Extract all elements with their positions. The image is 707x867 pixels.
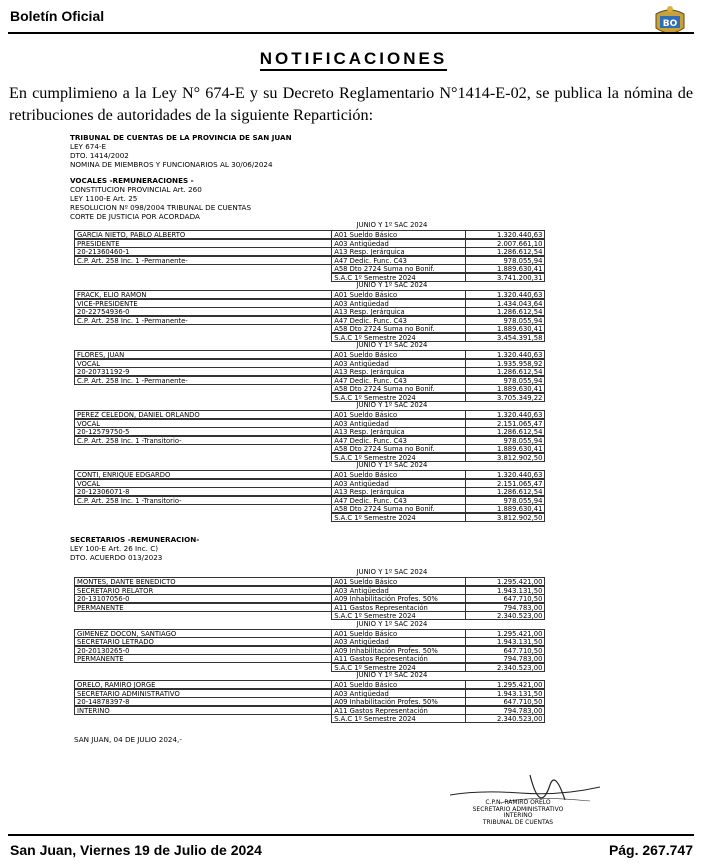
concept-cell: A58 Dto 2724 Suma no Bonif. bbox=[331, 384, 466, 393]
employee-info-cell: C.P. Art. 258 Inc. 1 -Permanente- bbox=[74, 256, 332, 265]
doc-head-line: TRIBUNAL DE CUENTAS DE LA PROVINCIA DE SAN JUAN bbox=[70, 133, 292, 142]
concept-cell: A47 Dedic. Func. C43 bbox=[331, 316, 466, 325]
employee-info-cell: PERMANENTE bbox=[74, 654, 332, 663]
table-row bbox=[74, 290, 567, 299]
concept-cell: A09 Inhabilitación Profes. 50% bbox=[331, 697, 466, 706]
amount-cell: 647.710,50 bbox=[465, 646, 545, 655]
employee-info-cell: VICE-PRESIDENTE bbox=[74, 299, 332, 308]
table-row bbox=[74, 487, 567, 496]
concept-cell: A01 Sueldo Básico bbox=[331, 470, 466, 479]
table-row bbox=[74, 453, 567, 462]
concept-cell: S.A.C 1º Semestre 2024 bbox=[331, 611, 466, 620]
period-label: JUNIO Y 1º SAC 2024 bbox=[356, 568, 428, 576]
vocales-head-line: RESOLUCION Nº 098/2004 TRIBUNAL DE CUENTAS bbox=[70, 203, 252, 212]
period-label: JUNIO Y 1º SAC 2024 bbox=[356, 619, 428, 628]
employee-info-cell bbox=[74, 611, 332, 620]
table-row bbox=[74, 646, 567, 655]
bulletin-logo bbox=[652, 2, 688, 40]
employee-info-cell: C.P. Art. 258 Inc. 1 -Permanente- bbox=[74, 376, 332, 385]
amount-cell: 1.889.630,41 bbox=[465, 384, 545, 393]
vocales-table bbox=[70, 221, 618, 521]
table-row bbox=[74, 359, 567, 368]
amount-cell: 2.007.661,10 bbox=[465, 239, 545, 248]
concept-cell: A03 Antigüedad bbox=[331, 637, 466, 646]
amount-cell: 1.889.630,41 bbox=[465, 504, 545, 513]
employee-info-cell: C.P. Art. 258 Inc. 1 -Transitorio- bbox=[74, 496, 332, 505]
employee-info-cell: GIMENEZ DOCON, SANTIAGO bbox=[74, 629, 332, 638]
table-row bbox=[74, 384, 567, 393]
table-row bbox=[74, 697, 567, 706]
amount-cell: 3.705.349,22 bbox=[465, 393, 545, 402]
secretarios-table bbox=[70, 568, 618, 723]
person-block bbox=[74, 281, 567, 341]
employee-info-cell: SECRETARIO LETRADO bbox=[74, 637, 332, 646]
table-row bbox=[74, 230, 567, 239]
amount-cell: 3.812.902,50 bbox=[465, 513, 545, 522]
person-block bbox=[74, 461, 567, 521]
employee-info-cell: INTERINO bbox=[74, 706, 332, 715]
employee-info-cell: 20-20130265-0 bbox=[74, 646, 332, 655]
employee-info-cell: CONTI, ENRIQUE EDGARDO bbox=[74, 470, 332, 479]
amount-cell: 794.783,00 bbox=[465, 603, 545, 612]
amount-cell: 794.783,00 bbox=[465, 654, 545, 663]
signature-text bbox=[458, 800, 578, 826]
amount-cell: 1.286.612,54 bbox=[465, 427, 545, 436]
table-row bbox=[74, 654, 567, 663]
employee-info-cell bbox=[74, 393, 332, 402]
concept-cell: A13 Resp. Jerárquica bbox=[331, 367, 466, 376]
amount-cell: 1.943.131,50 bbox=[465, 586, 545, 595]
employee-info-cell: VOCAL bbox=[74, 359, 332, 368]
amount-cell: 1.943.131,50 bbox=[465, 637, 545, 646]
amount-cell: 2.340.523,00 bbox=[465, 611, 545, 620]
table-row bbox=[74, 444, 567, 453]
signature-line: INTERINO bbox=[503, 812, 533, 819]
table-row bbox=[74, 496, 567, 505]
concept-cell: A03 Antigüedad bbox=[331, 586, 466, 595]
employee-info-cell: 20-20731192-9 bbox=[74, 367, 332, 376]
period-label: JUNIO Y 1º SAC 2024 bbox=[356, 461, 428, 469]
section-title: NOTIFICACIONES bbox=[0, 49, 707, 69]
period-label: JUNIO Y 1º SAC 2024 bbox=[356, 401, 428, 409]
employee-info-cell: PEREZ CELEDON, DANIEL ORLANDO bbox=[74, 410, 332, 419]
concept-cell: A47 Dedic. Func. C43 bbox=[331, 376, 466, 385]
table-row bbox=[74, 504, 567, 513]
concept-cell: A13 Resp. Jerárquica bbox=[331, 307, 466, 316]
table-row bbox=[74, 239, 567, 248]
concept-cell: A47 Dedic. Func. C43 bbox=[331, 436, 466, 445]
concept-cell: A47 Dedic. Func. C43 bbox=[331, 256, 466, 265]
period-label: JUNIO Y 1º SAC 2024 bbox=[356, 341, 428, 349]
amount-cell: 1.286.612,54 bbox=[465, 307, 545, 316]
amount-cell: 1.935.958,92 bbox=[465, 359, 545, 368]
amount-cell: 1.889.630,41 bbox=[465, 264, 545, 273]
amount-cell: 1.286.612,54 bbox=[465, 247, 545, 256]
table-row bbox=[74, 393, 567, 402]
employee-info-cell bbox=[74, 333, 332, 342]
concept-cell: A01 Sueldo Básico bbox=[331, 290, 466, 299]
concept-cell: A13 Resp. Jerárquica bbox=[331, 427, 466, 436]
employee-info-cell bbox=[74, 513, 332, 522]
concept-cell: A03 Antigüedad bbox=[331, 299, 466, 308]
vocales-head-line: LEY 1100-E Art. 25 bbox=[70, 194, 138, 203]
amount-cell: 1.295.421,00 bbox=[465, 577, 545, 586]
amount-cell: 2.151.065,47 bbox=[465, 419, 545, 428]
doc-head-line: NOMINA DE MIEMBROS Y FUNCIONARIOS AL 30/06/2024 bbox=[70, 160, 273, 169]
vocales-heading: VOCALES -REMUNERACIONES - bbox=[70, 176, 194, 185]
concept-cell: S.A.C 1º Semestre 2024 bbox=[331, 663, 466, 672]
amount-cell: 2.151.065,47 bbox=[465, 479, 545, 488]
table-row bbox=[74, 603, 567, 612]
employee-info-cell: 20-13107056-0 bbox=[74, 594, 332, 603]
person-block bbox=[74, 671, 567, 723]
concept-cell: A01 Sueldo Básico bbox=[331, 577, 466, 586]
period-label: JUNIO Y 1º SAC 2024 bbox=[356, 281, 428, 289]
employee-info-cell: SECRETARIO RELATOR bbox=[74, 586, 332, 595]
employee-info-cell: C.P. Art. 258 Inc. 1 -Transitorio- bbox=[74, 436, 332, 445]
concept-cell: A13 Resp. Jerárquica bbox=[331, 247, 466, 256]
concept-cell: A58 Dto 2724 Suma no Bonif. bbox=[331, 324, 466, 333]
table-row bbox=[74, 714, 567, 723]
amount-cell: 978.055,94 bbox=[465, 496, 545, 505]
table-row bbox=[74, 324, 567, 333]
table-row bbox=[74, 611, 567, 620]
amount-cell: 3.454.391,58 bbox=[465, 333, 545, 342]
table-row bbox=[74, 350, 567, 359]
concept-cell: A09 Inhabilitación Profes. 50% bbox=[331, 646, 466, 655]
table-row bbox=[74, 376, 567, 385]
person-block bbox=[74, 221, 567, 281]
intro-paragraph: En cumplimieno a la Ley N° 674-E y su Decreto Reglamentario N°1414-E-02, se publica la nómina de retribuciones de autoridades de la siguiente Repartición: bbox=[9, 84, 693, 124]
employee-info-cell: 20-12579750-5 bbox=[74, 427, 332, 436]
signature-line: SECRETARIO ADMINISTRATIVO bbox=[472, 805, 564, 813]
employee-info-cell: PRESIDENTE bbox=[74, 239, 332, 248]
table-row bbox=[74, 316, 567, 325]
employee-info-cell: VOCAL bbox=[74, 419, 332, 428]
amount-cell: 647.710,50 bbox=[465, 697, 545, 706]
table-row bbox=[74, 273, 567, 282]
person-block bbox=[74, 341, 567, 401]
doc-head-line: DTO. 1414/2002 bbox=[70, 151, 129, 160]
concept-cell: A03 Antigüedad bbox=[331, 419, 466, 428]
concept-cell: S.A.C 1º Semestre 2024 bbox=[331, 714, 466, 723]
concept-cell: A11 Gastos Representación bbox=[331, 654, 466, 663]
table-row bbox=[74, 637, 567, 646]
amount-cell: 978.055,94 bbox=[465, 256, 545, 265]
concept-cell: A01 Sueldo Básico bbox=[331, 410, 466, 419]
table-row bbox=[74, 577, 567, 586]
amount-cell: 1.320.440,63 bbox=[465, 350, 545, 359]
person-block bbox=[74, 401, 567, 461]
amount-cell: 1.434.043,64 bbox=[465, 299, 545, 308]
doc-head-line: LEY 674-E bbox=[70, 142, 107, 151]
employee-info-cell: MONTES, DANTE BENEDICTO bbox=[74, 577, 332, 586]
employee-info-cell: 20-22754936-0 bbox=[74, 307, 332, 316]
concept-cell: A47 Dedic. Func. C43 bbox=[331, 496, 466, 505]
table-row bbox=[74, 663, 567, 672]
concept-cell: S.A.C 1º Semestre 2024 bbox=[331, 453, 466, 462]
table-row bbox=[74, 689, 567, 698]
amount-cell: 1.286.612,54 bbox=[465, 487, 545, 496]
amount-cell: 978.055,94 bbox=[465, 376, 545, 385]
concept-cell: A01 Sueldo Básico bbox=[331, 680, 466, 689]
employee-info-cell: 20-14878397-8 bbox=[74, 697, 332, 706]
amount-cell: 1.320.440,63 bbox=[465, 410, 545, 419]
employee-info-cell bbox=[74, 453, 332, 462]
employee-info-cell: 20-21360460-1 bbox=[74, 247, 332, 256]
signature-line: C.P.N. RAMIRO ORELO bbox=[485, 799, 551, 806]
amount-cell: 2.340.523,00 bbox=[465, 714, 545, 723]
table-row bbox=[74, 247, 567, 256]
employee-info-cell: C.P. Art. 258 Inc. 1 -Permanente- bbox=[74, 316, 332, 325]
amount-cell: 1.295.421,00 bbox=[465, 680, 545, 689]
amount-cell: 1.889.630,41 bbox=[465, 444, 545, 453]
footer-date: San Juan, Viernes 19 de Julio de 2024 bbox=[10, 842, 262, 858]
vocales-head-line: CORTE DE JUSTICIA POR ACORDADA bbox=[70, 212, 200, 221]
amount-cell: 1.889.630,41 bbox=[465, 324, 545, 333]
person-block bbox=[74, 620, 567, 672]
remuneration-document bbox=[70, 133, 618, 745]
table-row bbox=[74, 264, 567, 273]
amount-cell: 978.055,94 bbox=[465, 316, 545, 325]
employee-info-cell: ORELO, RAMIRO JORGE bbox=[74, 680, 332, 689]
period-label: JUNIO Y 1º SAC 2024 bbox=[356, 671, 428, 679]
concept-cell: A11 Gastos Representación bbox=[331, 706, 466, 715]
footer-divider bbox=[8, 834, 694, 836]
concept-cell: A03 Antigüedad bbox=[331, 689, 466, 698]
employee-info-cell: GARCIA NIETO, PABLO ALBERTO bbox=[74, 230, 332, 239]
secretarios-head-line: LEY 100-E Art. 26 Inc. C) bbox=[70, 544, 159, 553]
amount-cell: 1.286.612,54 bbox=[465, 367, 545, 376]
concept-cell: A01 Sueldo Básico bbox=[331, 629, 466, 638]
concept-cell: S.A.C 1º Semestre 2024 bbox=[331, 393, 466, 402]
concept-cell: A58 Dto 2724 Suma no Bonif. bbox=[331, 264, 466, 273]
footer-page-number: Pág. 267.747 bbox=[608, 842, 693, 858]
concept-cell: A01 Sueldo Básico bbox=[331, 230, 466, 239]
header-divider bbox=[8, 32, 694, 34]
employee-info-cell: FRACK, ELIO RAMON bbox=[74, 290, 332, 299]
bulletin-header-title: Boletín Oficial bbox=[10, 8, 105, 24]
table-row bbox=[74, 333, 567, 342]
secretarios-head-line: DTO. ACUERDO 013/2023 bbox=[70, 553, 163, 562]
concept-cell: A03 Antigüedad bbox=[331, 359, 466, 368]
table-row bbox=[74, 470, 567, 479]
svg-text:BO: BO bbox=[662, 19, 678, 29]
secretarios-heading: SECRETARIOS -REMUNERACION- bbox=[70, 535, 200, 544]
amount-cell: 1.320.440,63 bbox=[465, 230, 545, 239]
employee-info-cell: VOCAL bbox=[74, 479, 332, 488]
document-date: SAN JUAN, 04 DE JULIO 2024,- bbox=[74, 734, 182, 744]
concept-cell: S.A.C 1º Semestre 2024 bbox=[331, 273, 466, 282]
table-row bbox=[74, 594, 567, 603]
amount-cell: 3.812.902,50 bbox=[465, 453, 545, 462]
employee-info-cell: 20-12306071-8 bbox=[74, 487, 332, 496]
concept-cell: A03 Antigüedad bbox=[331, 479, 466, 488]
concept-cell: S.A.C 1º Semestre 2024 bbox=[331, 513, 466, 522]
vocales-head-line: CONSTITUCION PROVINCIAL Art. 260 bbox=[70, 185, 202, 194]
amount-cell: 1.943.131,50 bbox=[465, 689, 545, 698]
amount-cell: 1.295.421,00 bbox=[465, 629, 545, 638]
table-row bbox=[74, 436, 567, 445]
table-row bbox=[74, 513, 567, 522]
employee-info-cell: FLORES, JUAN bbox=[74, 350, 332, 359]
amount-cell: 1.320.440,63 bbox=[465, 290, 545, 299]
amount-cell: 2.340.523,00 bbox=[465, 663, 545, 672]
person-block bbox=[74, 568, 567, 620]
table-row bbox=[74, 680, 567, 689]
concept-cell: A13 Resp. Jerárquica bbox=[331, 487, 466, 496]
concept-cell: S.A.C 1º Semestre 2024 bbox=[331, 333, 466, 342]
table-row bbox=[74, 410, 567, 419]
amount-cell: 3.741.200,31 bbox=[465, 273, 545, 282]
employee-info-cell: SECRETARIO ADMINISTRATIVO bbox=[74, 689, 332, 698]
table-row bbox=[74, 706, 567, 715]
employee-info-cell: PERMANENTE bbox=[74, 603, 332, 612]
table-row bbox=[74, 629, 567, 638]
table-row bbox=[74, 419, 567, 428]
employee-info-cell bbox=[74, 273, 332, 282]
employee-info-cell bbox=[74, 663, 332, 672]
concept-cell: A03 Antigüedad bbox=[331, 239, 466, 248]
employee-info-cell bbox=[74, 714, 332, 723]
signature-line: TRIBUNAL DE CUENTAS bbox=[482, 818, 554, 826]
concept-cell: A58 Dto 2724 Suma no Bonif. bbox=[331, 504, 466, 513]
concept-cell: A11 Gastos Representación bbox=[331, 603, 466, 612]
table-row bbox=[74, 367, 567, 376]
table-row bbox=[74, 586, 567, 595]
concept-cell: A01 Sueldo Básico bbox=[331, 350, 466, 359]
table-row bbox=[74, 307, 567, 316]
amount-cell: 978.055,94 bbox=[465, 436, 545, 445]
amount-cell: 1.320.440,63 bbox=[465, 470, 545, 479]
table-row bbox=[74, 256, 567, 265]
concept-cell: A58 Dto 2724 Suma no Bonif. bbox=[331, 444, 466, 453]
amount-cell: 794.783,00 bbox=[465, 706, 545, 715]
period-label: JUNIO Y 1º SAC 2024 bbox=[356, 221, 428, 229]
amount-cell: 647.710,50 bbox=[465, 594, 545, 603]
table-row bbox=[74, 299, 567, 308]
concept-cell: A09 Inhabilitación Profes. 50% bbox=[331, 594, 466, 603]
table-row bbox=[74, 479, 567, 488]
table-row bbox=[74, 427, 567, 436]
